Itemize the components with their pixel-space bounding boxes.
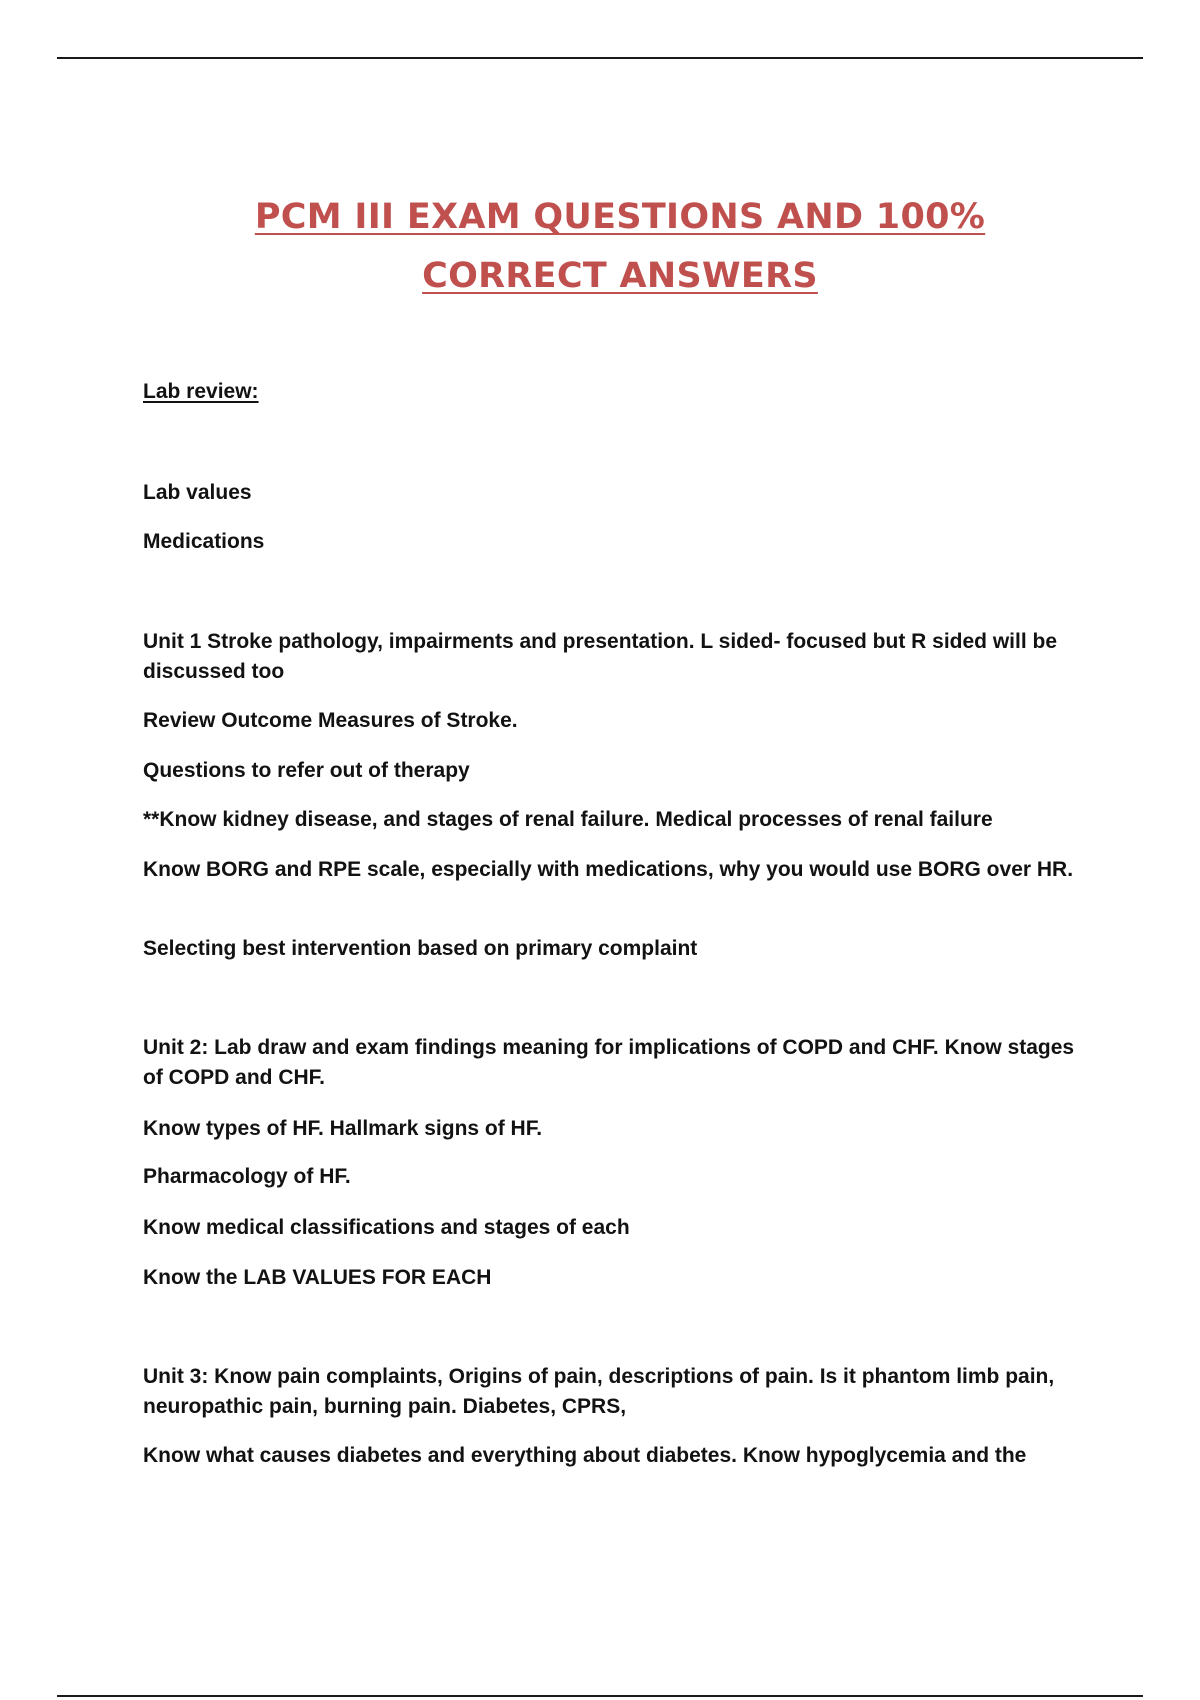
- unit3-paragraph: Unit 3: Know pain complaints, Origins of pain, descriptions of pain. Is it phantom limb pain, neuropathic pain, burning pain. Diabetes, CPRS,: [143, 1365, 1055, 1418]
- unit2-paragraph: Know types of HF. Hallmark signs of HF.: [143, 1117, 543, 1140]
- title-line-2: CORRECT ANSWERS: [422, 256, 818, 296]
- unit1-paragraph: Know BORG and RPE scale, especially with medications, why you would use BORG over HR.: [143, 858, 1074, 881]
- unit1-paragraph: Review Outcome Measures of Stroke.: [143, 709, 518, 732]
- top-rule: [57, 57, 1143, 59]
- lab-item-medications: Medications: [143, 530, 265, 553]
- section-heading: Lab review:: [143, 380, 259, 403]
- title-line-1: PCM III EXAM QUESTIONS AND 100%: [254, 197, 986, 237]
- unit1-paragraph: Unit 1 Stroke pathology, impairments and presentation. L sided- focused but R sided will be discussed too: [143, 630, 1058, 683]
- unit2-paragraph: Know medical classifications and stages of each: [143, 1216, 630, 1239]
- lab-item-values: Lab values: [143, 481, 252, 504]
- unit3-paragraph: Know what causes diabetes and everything about diabetes. Know hypoglycemia and the: [143, 1444, 1027, 1467]
- unit2-paragraph: Unit 2: Lab draw and exam findings meaning for implications of COPD and CHF. Know stages of COPD and CHF.: [143, 1036, 1075, 1089]
- bottom-rule: [57, 1695, 1143, 1697]
- unit1-paragraph: Questions to refer out of therapy: [143, 759, 470, 782]
- unit1-paragraph: Selecting best intervention based on primary complaint: [143, 937, 698, 960]
- unit1-paragraph: **Know kidney disease, and stages of renal failure. Medical processes of renal failure: [143, 808, 993, 831]
- unit2-paragraph: Pharmacology of HF.: [143, 1165, 351, 1188]
- unit2-paragraph: Know the LAB VALUES FOR EACH: [143, 1266, 492, 1289]
